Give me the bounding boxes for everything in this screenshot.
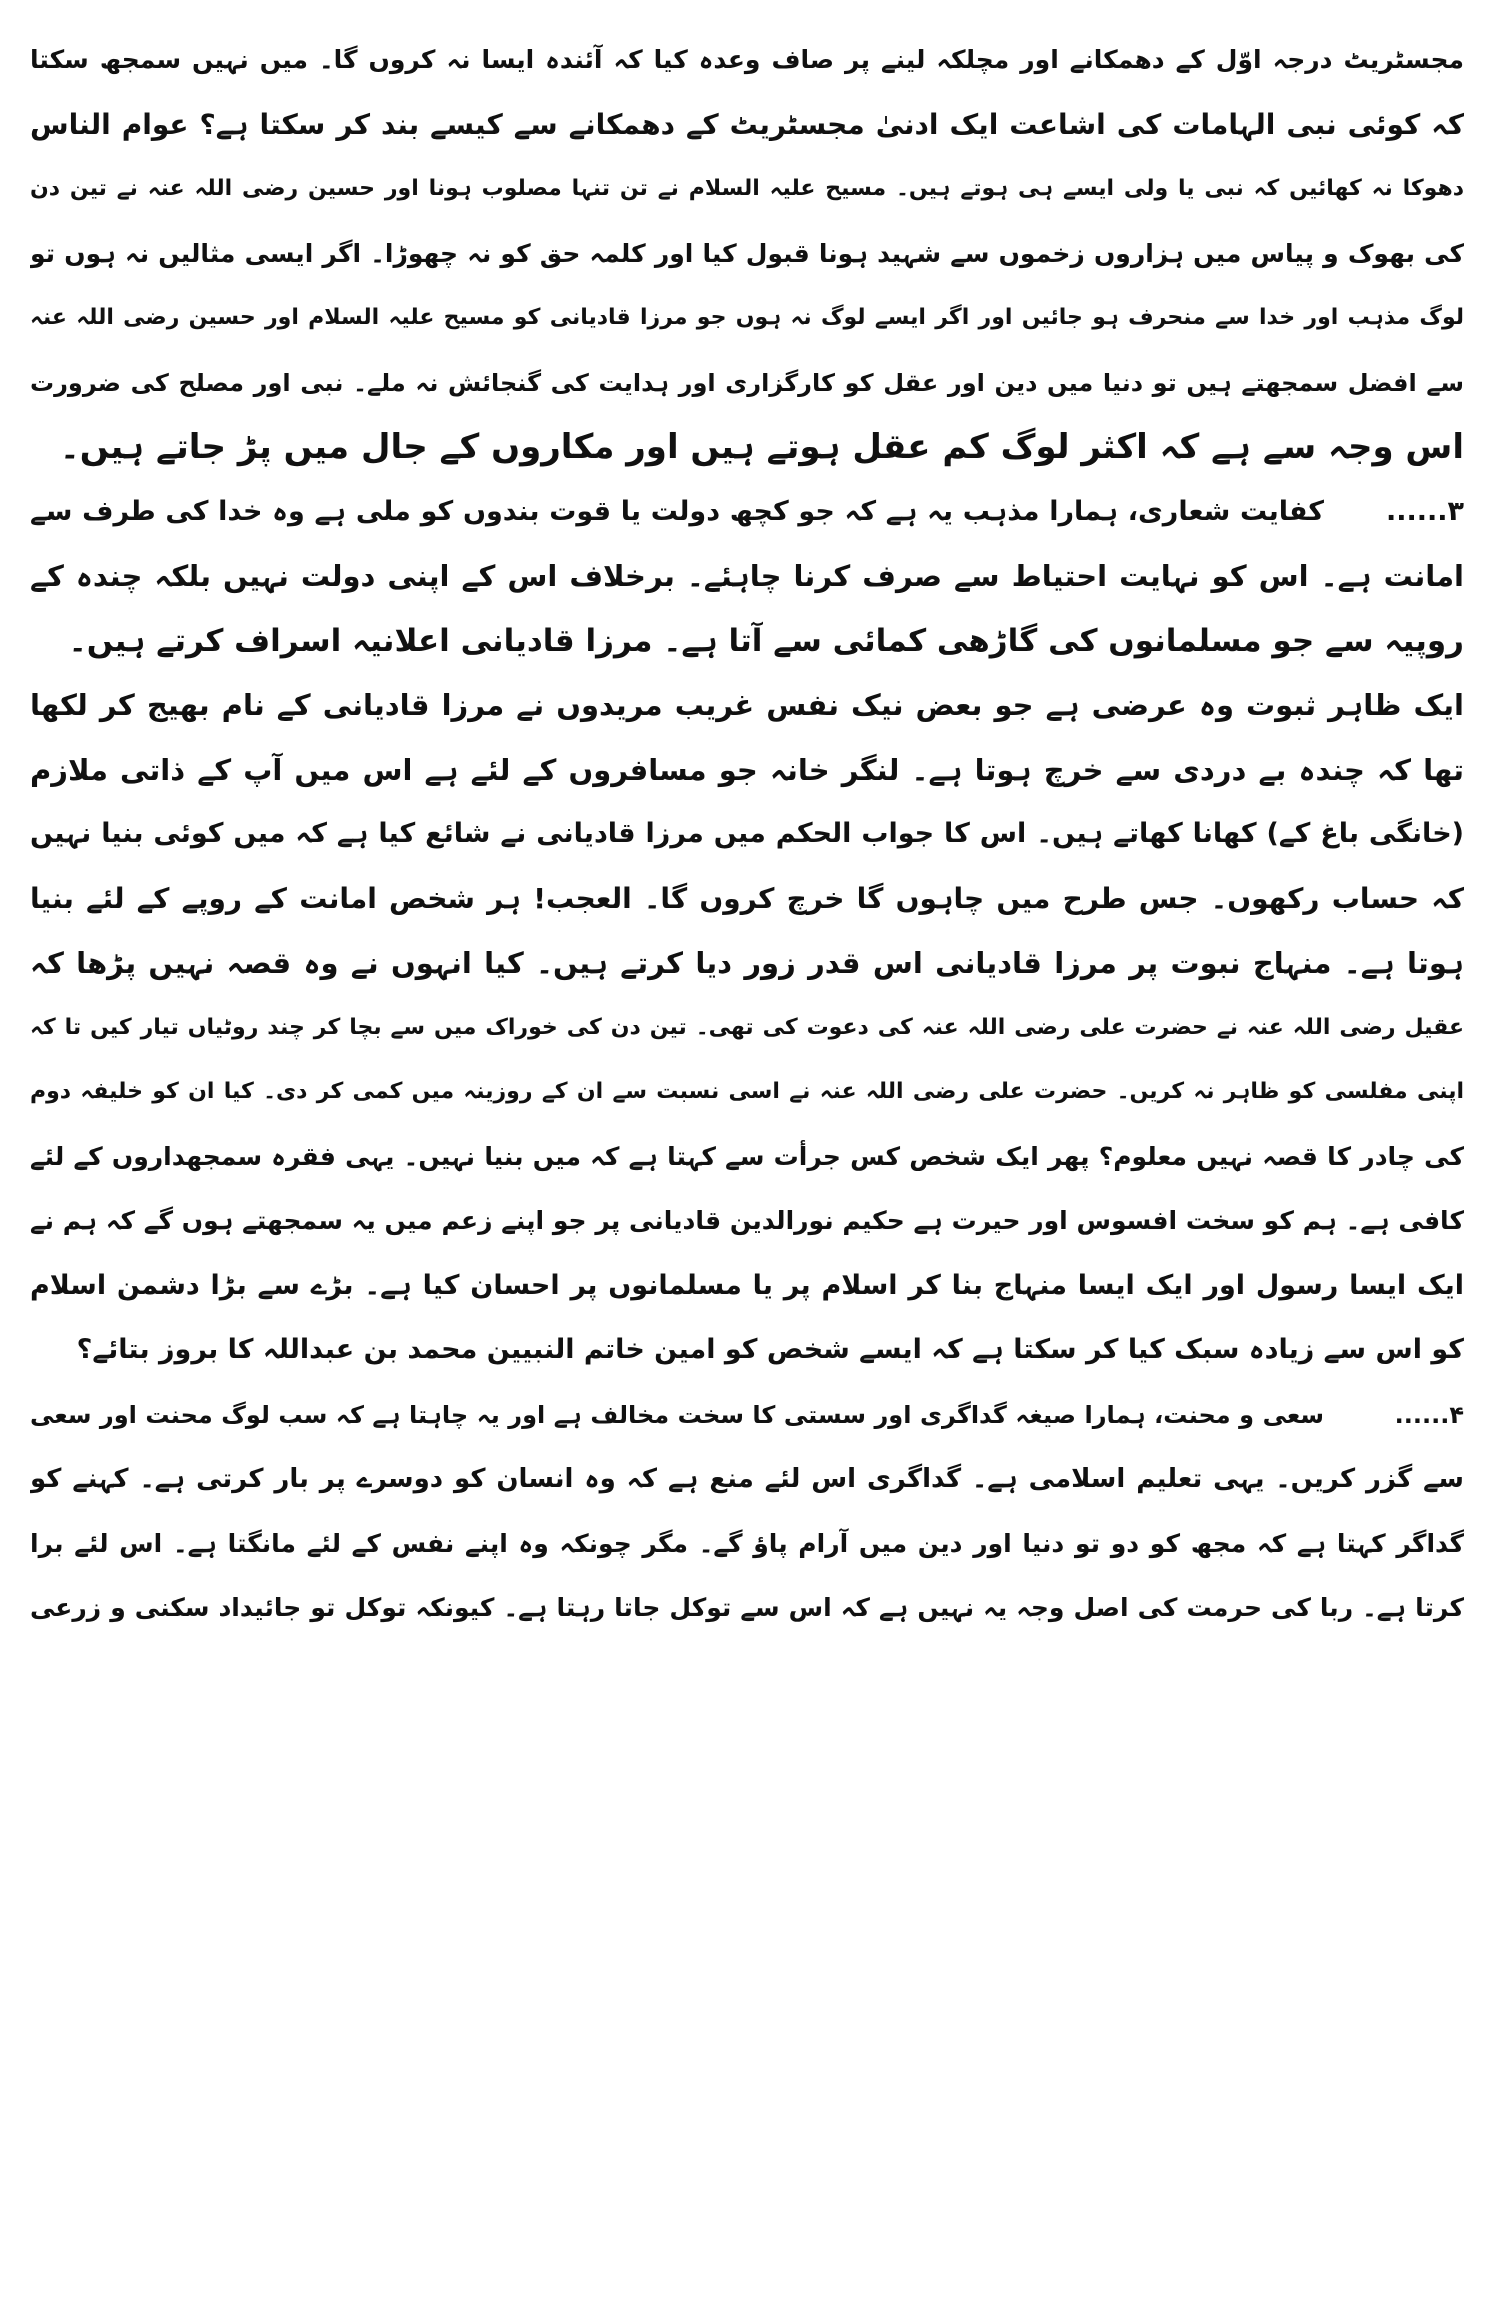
text-line: اپنی مفلسی کو ظاہر نہ کریں۔ حضرت علی رضی اللہ عنہ نے اسی نسبت سے ان کے روزینہ میں کمی کر دی۔ کیا ان کو خلیفہ دوم xyxy=(30,1079,1464,1104)
text-line: تھا کہ چندہ بے دردی سے خرچ ہوتا ہے۔ لنگر خانہ جو مسافروں کے لئے ہے اس میں آپ کے ذاتی ملازم xyxy=(30,752,1464,787)
item-number: ۳...... xyxy=(1385,495,1464,527)
numbered-line xyxy=(30,1383,1464,1448)
text-line: کفایت شعاری، ہمارا مذہب یہ ہے کہ جو کچھ دولت یا قوت بندوں کو ملی ہے وہ خدا کی طرف سے xyxy=(30,495,1324,527)
numbered-line xyxy=(30,480,1464,545)
item-number: ۴...... xyxy=(1394,1400,1464,1429)
text-line: گداگر کہتا ہے کہ مجھ کو دو تو دنیا اور دین میں آرام پاؤ گے۔ مگر چونکہ وہ اپنے نفس کے لئے مانگتا ہے۔ اس لئے برا xyxy=(30,1528,1464,1558)
text-line: ایک ایسا رسول اور ایک ایسا منہاج بنا کر اسلام پر یا مسلمانوں پر احسان کیا ہے۔ بڑے سے بڑا دشمن اسلام xyxy=(30,1269,1464,1301)
text-line: امانت ہے۔ اس کو نہایت احتیاط سے صرف کرنا چاہئے۔ برخلاف اس کے اپنی دولت نہیں بلکہ چندہ کے xyxy=(30,559,1464,593)
text-line: سے افضل سمجھتے ہیں تو دنیا میں دین اور عقل کو کارگزاری اور ہدایت کی گنجائش نہ ملے۔ نبی اور مصلح کی ضرورت xyxy=(30,368,1464,397)
text-line: کہ کوئی نبی الہامات کی اشاعت ایک ادنیٰ مجسٹریٹ کے دھمکانے سے کیسے بند کر سکتا ہے؟ عوام الناس xyxy=(30,107,1464,141)
text-line: کی چادر کا قصہ نہیں معلوم؟ پھر ایک شخص کس جرأت سے کہتا ہے کہ میں بنیا نہیں۔ یہی فقرہ سمجھداروں کے لئے xyxy=(30,1141,1464,1171)
text-line: ایک ظاہر ثبوت وہ عرضی ہے جو بعض نیک نفس غریب مریدوں نے مرزا قادیانی کے نام بھیج کر لکھا xyxy=(30,688,1464,722)
text-line: عقیل رضی اللہ عنہ نے حضرت علی رضی اللہ عنہ کی دعوت کی تھی۔ تین دن کی خوراک میں سے بچا کر چند روٹیاں تیار کیں تا کہ xyxy=(30,1014,1464,1040)
text-line: کہ حساب رکھوں۔ جس طرح میں چاہوں گا خرچ کروں گا۔ العجب! ہر شخص امانت کے روپے کے لئے بنیا xyxy=(30,881,1464,915)
paragraph-1 xyxy=(30,28,1464,480)
text-line: سعی و محنت، ہمارا صیغہ گداگری اور سستی کا سخت مخالف ہے اور یہ چاہتا ہے کہ سب لوگ محنت اور سعی xyxy=(30,1400,1324,1429)
text-line: کی بھوک و پیاس میں ہزاروں زخموں سے شہید ہونا قبول کیا اور کلمہ حق کو نہ چھوڑا۔ اگر ایسی مثالیں نہ ہوں تو xyxy=(30,238,1464,268)
text-line: روپیہ سے جو مسلمانوں کی گاڑھی کمائی سے آتا ہے۔ مرزا قادیانی اعلانیہ اسراف کرتے ہیں۔ xyxy=(68,622,1464,659)
text-line: کو اس سے زیادہ سبک کیا کر سکتا ہے کہ ایسے شخص کو امین خاتم النبیین محمد بن عبداللہ کا بروز بتائے؟ xyxy=(76,1334,1464,1365)
text-line: (خانگی باغ کے) کھانا کھاتے ہیں۔ اس کا جواب الحکم میں مرزا قادیانی نے شائع کیا ہے کہ میں کوئی بنیا نہیں xyxy=(30,818,1464,849)
text-line: مجسٹریٹ درجہ اوّل کے دھمکانے اور مچلکہ لینے پر صاف وعدہ کیا کہ آئندہ ایسا نہ کروں گا۔ میں نہیں سمجھ سکتا xyxy=(30,45,1464,74)
text-line: ہوتا ہے۔ منہاج نبوت پر مرزا قادیانی اس قدر زور دیا کرتے ہیں۔ کیا انہوں نے وہ قصہ نہیں پڑھا کہ xyxy=(30,946,1464,980)
paragraph-3 xyxy=(30,673,1464,1383)
text-line: کافی ہے۔ ہم کو سخت افسوس اور حیرت ہے حکیم نورالدین قادیانی پر جو اپنے زعم میں یہ سمجھتے ہوں گے کہ ہم نے xyxy=(30,1206,1464,1235)
text-line: اس وجہ سے ہے کہ اکثر لوگ کم عقل ہوتے ہیں اور مکاروں کے جال میں پڑ جاتے ہیں۔ xyxy=(59,427,1464,467)
text-line: سے گزر کریں۔ یہی تعلیم اسلامی ہے۔ گداگری اس لئے منع ہے کہ وہ انسان کو دوسرے پر بار کرتی ہے۔ کہنے کو xyxy=(30,1464,1464,1494)
text-line: دھوکا نہ کھائیں کہ نبی یا ولی ایسے ہی ہوتے ہیں۔ مسیح علیہ السلام نے تن تنہا مصلوب ہونا اور حسین رضی اللہ عنہ نے تین دن xyxy=(30,176,1464,201)
paragraph-2 xyxy=(30,480,1464,674)
text-line: لوگ مذہب اور خدا سے منحرف ہو جائیں اور اگر ایسے لوگ نہ ہوں جو مرزا قادیانی کو مسیح علیہ السلام اور حسین رضی اللہ عنہ xyxy=(30,305,1464,330)
text-line: کرتا ہے۔ ربا کی حرمت کی اصل وجہ یہ نہیں ہے کہ اس سے توکل جاتا رہتا ہے۔ کیونکہ توکل تو جائیداد سکنی و زرعی xyxy=(30,1593,1464,1622)
paragraph-4 xyxy=(30,1383,1464,1641)
